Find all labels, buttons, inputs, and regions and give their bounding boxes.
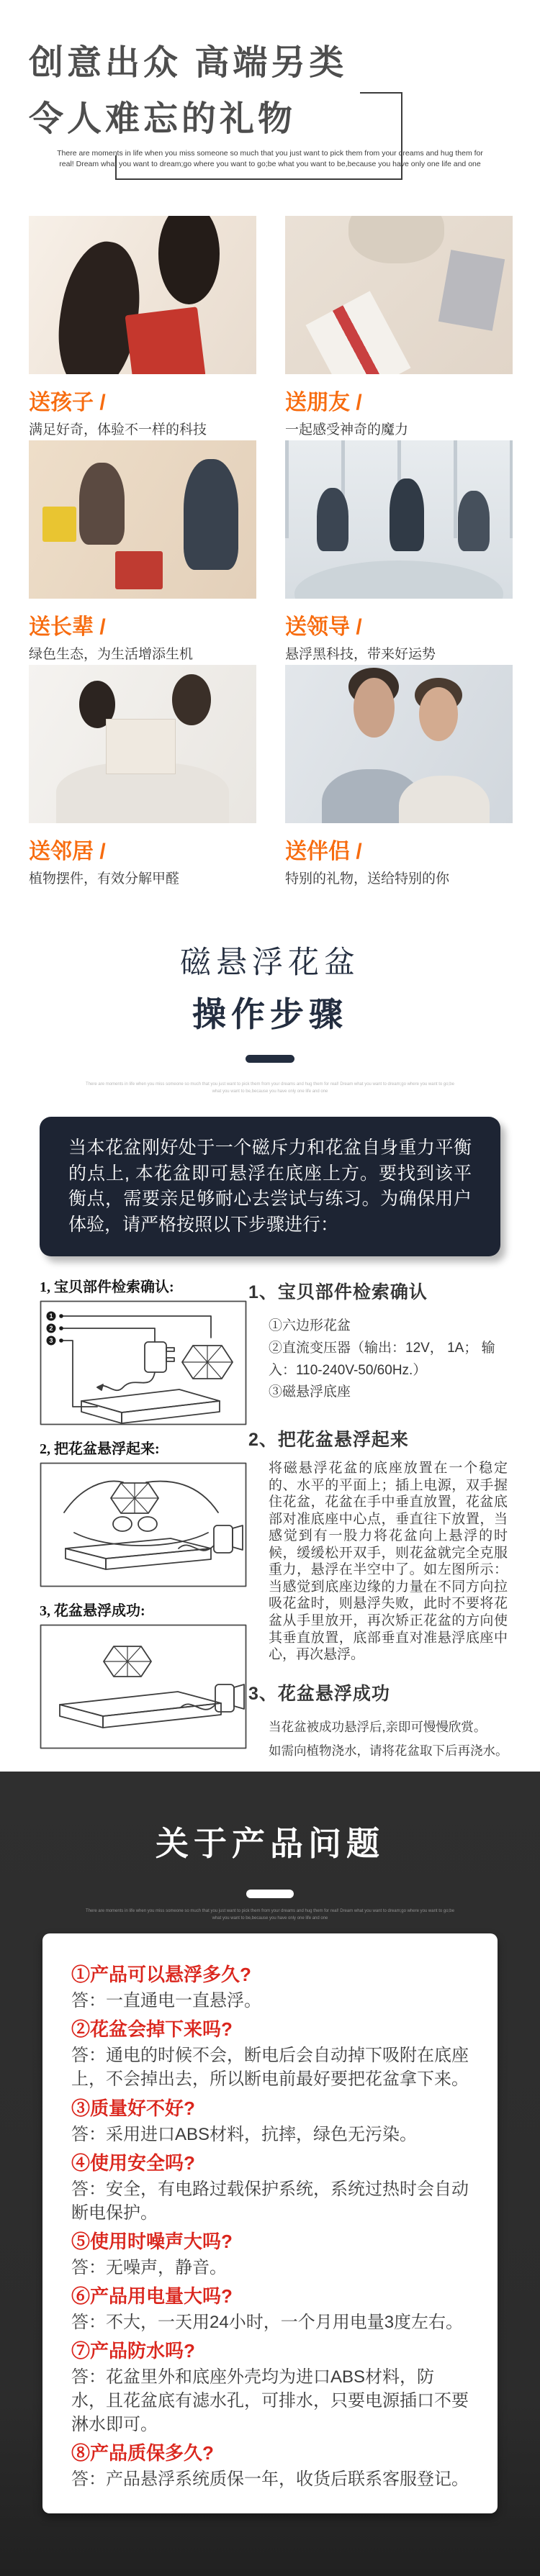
decor-shape bbox=[399, 776, 490, 823]
part-item: ②直流变压器（输出：12V， 1A； 输入：110-240V-50/60Hz.） bbox=[269, 1340, 495, 1378]
levitate-pot-diagram bbox=[40, 1462, 250, 1587]
header-section bbox=[0, 0, 540, 216]
photo-neighbors-moving bbox=[29, 665, 256, 823]
gift-desc: 悬浮黑科技，带来好运势 bbox=[285, 647, 436, 662]
power-adapter-icon bbox=[181, 1684, 244, 1712]
fine-print-text: There are moments in life when you miss someone so much that you just want to pick them from your dreams and hug them for real! Dream what you want to dream;go where you want to go;be what you want to be,because you have only one life and one bbox=[86, 1909, 454, 1920]
diagram-caption-3: 3, 花盆悬浮成功: bbox=[40, 1603, 145, 1619]
faq-question: ⑦产品防水吗? bbox=[71, 2340, 195, 2362]
faq-item bbox=[71, 1961, 469, 2013]
step-3-line: 当花盆被成功悬浮后,亲即可慢慢欣赏。 bbox=[269, 1719, 487, 1734]
faq-question: ③质量好不好? bbox=[71, 2097, 195, 2119]
step-1-heading: 1、宝贝部件检索确认 bbox=[248, 1282, 428, 1302]
gift-label: 送孩子 / bbox=[29, 391, 106, 414]
diagram-column bbox=[40, 1275, 256, 1761]
levitation-intro-text: 当本花盆刚好处于一个磁斥力和花盆自身重力平衡的点上, 本花盆即可悬浮在底座上方。要找到该平衡点，需要亲足够耐心去尝试与练习。为确保用户体验，请严格按照以下步骤进行： bbox=[68, 1138, 472, 1235]
svg-text:2: 2 bbox=[49, 1325, 53, 1332]
gift-label: 送领导 / bbox=[285, 615, 362, 639]
faq-answer: 答：无噪声，静音。 bbox=[71, 2257, 227, 2277]
svg-text:3: 3 bbox=[49, 1337, 53, 1344]
gift-label: 送长辈 / bbox=[29, 615, 106, 639]
faq-title-dash bbox=[246, 1890, 294, 1898]
decor-shape bbox=[390, 479, 423, 551]
step-2-body: 将磁悬浮花盆的底座放置在一个稳定的、水平的平面上；插上电源，双手握住花盆，花盆在手中垂直放置，花盆底部对准底座中心点，垂直往下放置，当感觉到有一股力将花盆向上悬浮的时候，缓缓松开双手，则花盆就完全克服重力，悬浮在半空中了。如左图所示：当感觉到底座边缘的力量在不同方向拉吸花盆时，则悬浮失败，此时不要将花盆从手里放开，再次矫正花盆的方向使其垂直放置，底部垂直对准悬浮底座中心，再次悬浮。 bbox=[269, 1461, 508, 1663]
base-icon bbox=[81, 1389, 220, 1423]
hexagon-pot-icon bbox=[182, 1346, 233, 1379]
page-title-line2: 令人难忘的礼物 bbox=[29, 100, 297, 138]
gift-occasion-grid bbox=[0, 216, 540, 889]
gift-label: 送邻居 / bbox=[29, 840, 106, 863]
decor-shape bbox=[305, 291, 410, 374]
step-3-heading: 3、花盆悬浮成功 bbox=[248, 1683, 390, 1704]
steps-title-line1: 磁悬浮花盆 bbox=[180, 945, 360, 980]
decor-shape bbox=[354, 678, 395, 738]
gift-card-child bbox=[29, 216, 256, 440]
faq-question: ②花盆会掉下来吗? bbox=[71, 2018, 233, 2041]
gift-card-leader bbox=[285, 440, 513, 665]
levitation-intro-box bbox=[40, 1117, 500, 1256]
faq-answer: 答：不大，一天用24小时，一个月用电量3度左右。 bbox=[71, 2312, 464, 2332]
steps-title-line2: 操作步骤 bbox=[192, 995, 348, 1033]
faq-card bbox=[42, 1933, 498, 2513]
decor-shape bbox=[419, 687, 458, 741]
faq-answer: 答：采用进口ABS材料，抗摔，绿色无污染。 bbox=[71, 2124, 418, 2144]
header-subtitle-en: There are moments in life when you miss someone so much that you just want to pick them from your dreams and hug them for real! Dream what you want to dream;go where you want to go;be what you want to be,because you have only one life and one bbox=[57, 149, 483, 169]
gift-desc: 特别的礼物，送给特别的你 bbox=[285, 871, 450, 886]
fine-print-text: There are moments in life when you miss someone so much that you just want to pick them from your dreams and hug them for real! Dream what you want to dream;go where you want to go;be what you want to be,because you have only one life and one bbox=[86, 1082, 454, 1094]
faq-item bbox=[71, 2282, 469, 2334]
faq-question: ⑧产品质保多久? bbox=[71, 2442, 214, 2464]
decor-shape bbox=[79, 463, 125, 545]
parts-check-diagram bbox=[40, 1300, 250, 1425]
faq-item bbox=[71, 2337, 469, 2436]
decor-shape bbox=[125, 307, 206, 374]
faq-question: ⑥产品用电量大吗? bbox=[71, 2285, 233, 2307]
gift-card-partner bbox=[285, 665, 513, 889]
gift-desc: 绿色生态，为生活增添生机 bbox=[29, 647, 194, 662]
legend-dots bbox=[47, 1312, 63, 1346]
decor-shape bbox=[348, 216, 444, 263]
faq-section bbox=[0, 1772, 540, 2576]
gift-desc: 植物摆件，有效分解甲醛 bbox=[29, 871, 180, 886]
photo-office-meeting bbox=[285, 440, 513, 599]
faq-answer: 答：产品悬浮系统质保一年，收货后联系客服登记。 bbox=[71, 2470, 469, 2490]
decor-shape bbox=[317, 488, 348, 551]
photo-family-with-gifts bbox=[285, 216, 513, 374]
step-3-body bbox=[269, 1715, 513, 1764]
faq-question: ④使用安全吗? bbox=[71, 2151, 195, 2174]
photo-couple bbox=[285, 665, 513, 823]
base-icon bbox=[66, 1538, 211, 1569]
faq-answer: 答：一直通电一直悬浮。 bbox=[71, 1991, 261, 2011]
levitation-success-diagram bbox=[40, 1624, 250, 1749]
decor-shape bbox=[172, 674, 211, 725]
decor-shape bbox=[106, 719, 176, 774]
title-dash-divider bbox=[246, 1055, 294, 1063]
decor-shape bbox=[115, 551, 163, 589]
diagram-caption-1: 1, 宝贝部件检索确认: bbox=[40, 1279, 174, 1295]
gift-card-friend bbox=[285, 216, 513, 440]
instruction-column bbox=[248, 1278, 511, 1763]
hexagon-pot-icon bbox=[111, 1483, 158, 1513]
decor-shape bbox=[458, 491, 490, 551]
gift-label: 送朋友 / bbox=[285, 391, 362, 414]
power-adapter-icon bbox=[179, 1525, 243, 1553]
page-title-line1: 创意出众 高端另类 bbox=[29, 44, 348, 82]
gift-desc: 满足好奇，体验不一样的科技 bbox=[29, 422, 207, 437]
gift-card-neighbor bbox=[29, 665, 256, 889]
gift-label: 送伴侣 / bbox=[285, 840, 362, 863]
step-3-line: 如需向植物浇水，请将花盆取下后再浇水。 bbox=[269, 1743, 508, 1758]
faq-answer: 答：通电的时候不会，断电后会自动掉下吸附在底座上，不会掉出去，所以断电前最好要把花盆拿下来。 bbox=[71, 2046, 469, 2090]
faq-item bbox=[71, 2228, 469, 2280]
faq-item bbox=[71, 2149, 469, 2225]
step-1-parts-list bbox=[269, 1315, 508, 1404]
faq-title: 关于产品问题 bbox=[156, 1825, 384, 1862]
decor-shape bbox=[294, 561, 504, 599]
corner-bracket-bottom-left bbox=[115, 155, 402, 180]
decor-shape bbox=[438, 250, 505, 331]
faq-answer: 答：花盆里外和底座外壳均为进口ABS材料，防水，且花盆底有滤水孔，可排水，只要电源插口不要淋水即可。 bbox=[71, 2367, 469, 2435]
faq-question: ⑤使用时噪声大吗? bbox=[71, 2230, 233, 2252]
gift-card-elder bbox=[29, 440, 256, 665]
step-2-heading: 2、把花盆悬浮起来 bbox=[248, 1430, 409, 1451]
steps-heading-section bbox=[0, 928, 540, 1095]
faq-item bbox=[71, 2439, 469, 2491]
diagram-caption-2: 2, 把花盆悬浮起来: bbox=[40, 1441, 160, 1457]
decor-shape bbox=[184, 459, 238, 570]
steps-body-section bbox=[0, 1275, 540, 1772]
photo-mother-daughter-gift bbox=[29, 216, 256, 374]
power-adapter-icon bbox=[97, 1342, 174, 1390]
faq-item bbox=[71, 2015, 469, 2091]
faq-answer: 答：安全，有电路过载保护系统，系统过热时会自动断电保护。 bbox=[71, 2179, 469, 2223]
hexagon-pot-icon bbox=[104, 1646, 151, 1677]
part-item: ③磁悬浮底座 bbox=[269, 1384, 351, 1400]
gift-desc: 一起感受神奇的魔力 bbox=[285, 422, 409, 437]
svg-text:1: 1 bbox=[49, 1312, 53, 1320]
photo-family-gathering bbox=[29, 440, 256, 599]
base-icon bbox=[60, 1692, 221, 1728]
faq-question: ①产品可以悬浮多久? bbox=[71, 1964, 251, 1986]
decor-shape bbox=[42, 507, 76, 541]
part-item: ①六边形花盆 bbox=[269, 1318, 351, 1333]
decor-shape bbox=[158, 216, 220, 304]
faq-item bbox=[71, 2095, 469, 2146]
